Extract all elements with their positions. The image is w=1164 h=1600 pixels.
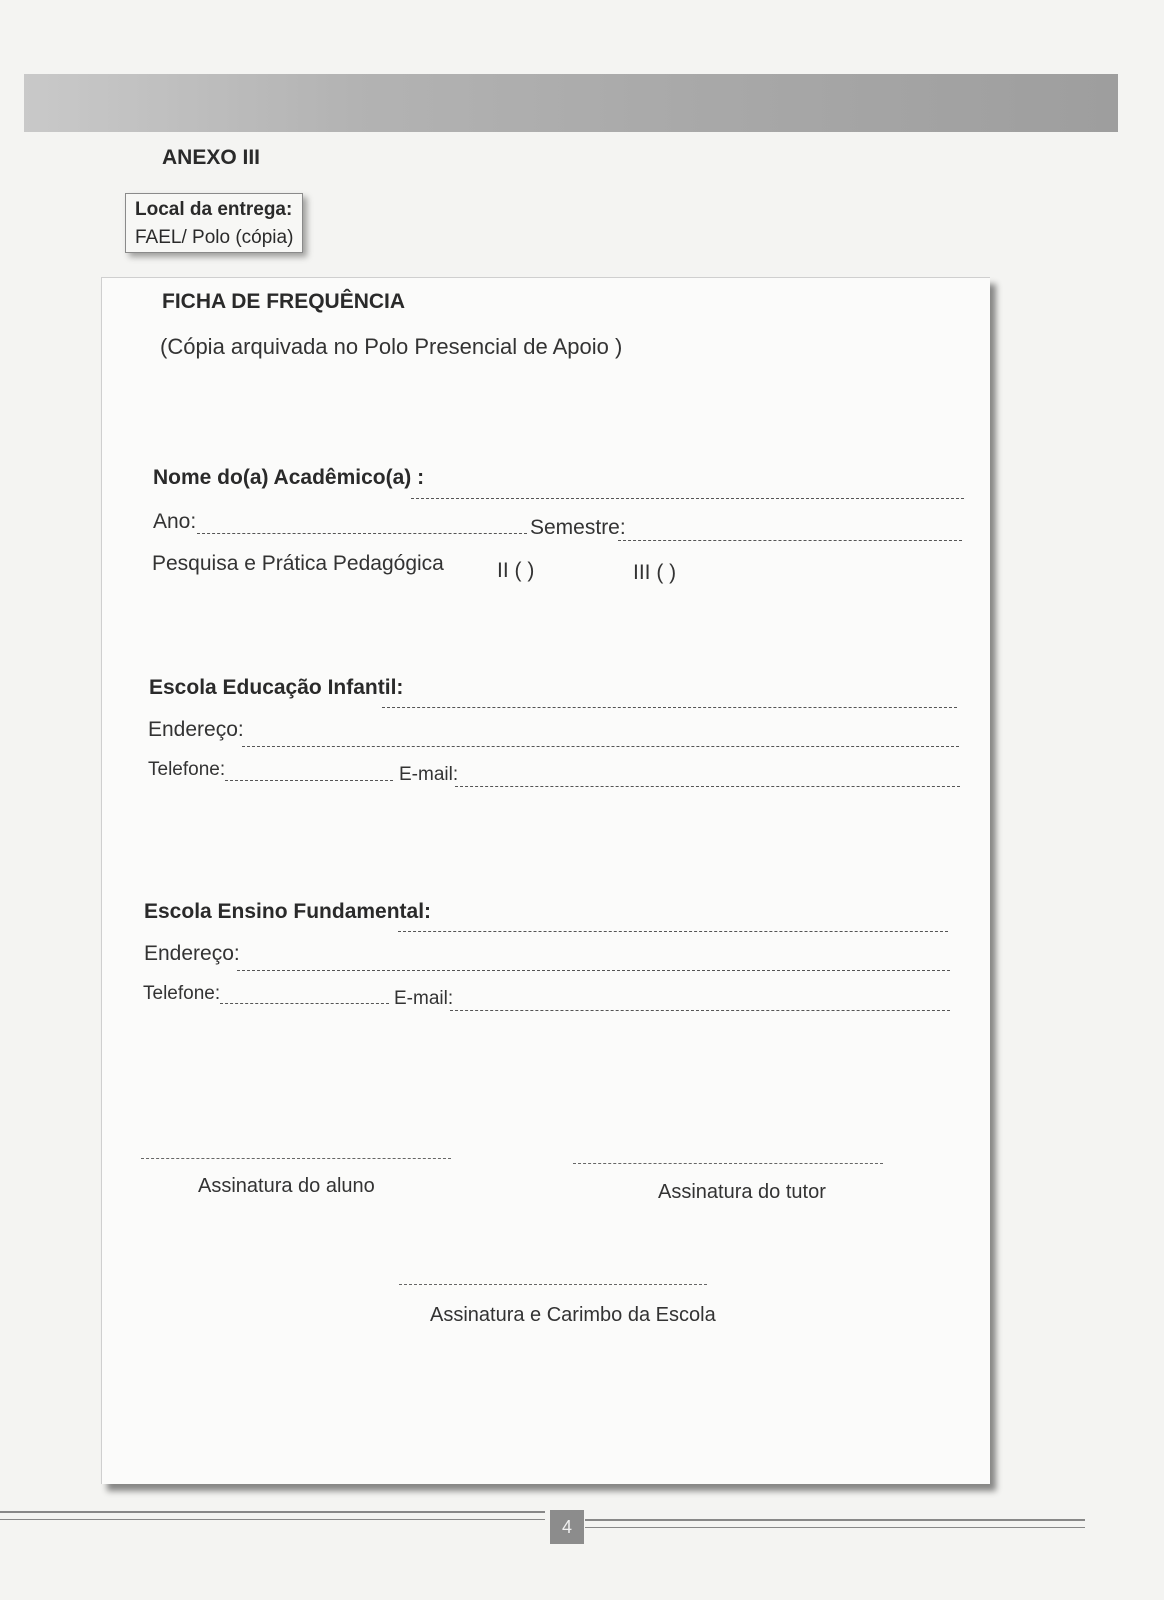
attendance-form: [101, 277, 990, 1484]
annex-title: ANEXO III: [162, 146, 261, 169]
fundamental-email-label: E-mail:: [394, 988, 454, 1009]
student-name-field[interactable]: [411, 498, 964, 499]
student-signature-line[interactable]: [141, 1158, 451, 1159]
infantil-address-label: Endereço:: [148, 718, 244, 741]
tutor-signature-line[interactable]: [573, 1163, 883, 1164]
form-subtitle: (Cópia arquivada no Polo Presencial de Apoio ): [160, 334, 623, 359]
infantil-email-label: E-mail:: [399, 764, 459, 785]
delivery-value: FAEL/ Polo (cópia): [135, 227, 294, 248]
fundamental-phone-label: Telefone:: [143, 983, 221, 1004]
year-label: Ano:: [153, 510, 197, 533]
infantil-school-label: Escola Educação Infantil:: [149, 676, 404, 699]
delivery-label: Local da entrega:: [135, 199, 293, 220]
infantil-phone-field[interactable]: [225, 780, 393, 781]
fundamental-address-label: Endereço:: [144, 942, 240, 965]
year-field[interactable]: [197, 533, 527, 534]
fundamental-school-field[interactable]: [398, 931, 948, 932]
fundamental-school-label: Escola Ensino Fundamental:: [144, 900, 432, 923]
header-bar: [24, 74, 1118, 132]
option-ii-checkbox[interactable]: II ( ): [497, 559, 535, 582]
fundamental-phone-field[interactable]: [220, 1003, 389, 1004]
school-signature-line[interactable]: [399, 1284, 707, 1285]
delivery-location-box: [125, 193, 303, 253]
tutor-signature-label: Assinatura do tutor: [658, 1181, 826, 1203]
form-title: FICHA DE FREQUÊNCIA: [162, 290, 406, 313]
student-signature-label: Assinatura do aluno: [198, 1175, 375, 1197]
infantil-phone-label: Telefone:: [148, 759, 226, 780]
fundamental-email-field[interactable]: [450, 1010, 950, 1011]
semester-label: Semestre:: [530, 516, 626, 539]
infantil-address-field[interactable]: [242, 746, 959, 747]
page-number: 4: [550, 1510, 584, 1544]
infantil-school-field[interactable]: [382, 707, 957, 708]
semester-field[interactable]: [618, 540, 962, 541]
fundamental-address-field[interactable]: [237, 970, 950, 971]
school-signature-label: Assinatura e Carimbo da Escola: [430, 1304, 716, 1326]
student-name-label: Nome do(a) Acadêmico(a) :: [153, 466, 425, 489]
option-iii-checkbox[interactable]: III ( ): [633, 561, 677, 584]
infantil-email-field[interactable]: [455, 786, 960, 787]
research-practice-label: Pesquisa e Prática Pedagógica: [152, 552, 444, 575]
